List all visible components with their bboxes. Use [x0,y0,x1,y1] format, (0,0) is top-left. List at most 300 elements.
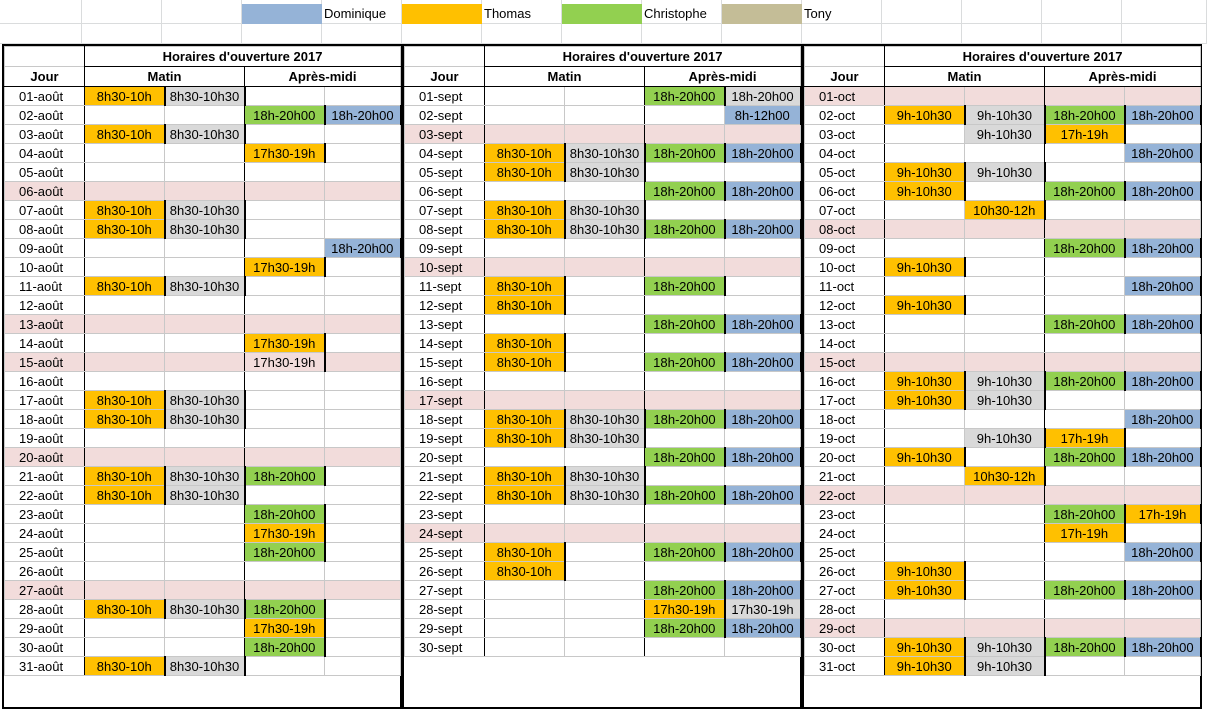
day-cell[interactable]: 30-août [5,638,85,657]
schedule-cell[interactable]: 17h30-19h [645,600,725,619]
schedule-cell[interactable]: 9h-10h30 [885,391,965,410]
day-cell[interactable]: 29-sept [405,619,485,638]
schedule-cell[interactable] [965,353,1045,372]
schedule-cell[interactable] [965,562,1045,581]
schedule-cell[interactable] [885,429,965,448]
schedule-cell[interactable] [645,334,725,353]
schedule-cell[interactable] [325,619,401,638]
schedule-cell[interactable] [965,296,1045,315]
schedule-cell[interactable] [325,353,401,372]
day-cell[interactable]: 05-sept [405,163,485,182]
schedule-cell[interactable] [885,144,965,163]
schedule-cell[interactable]: 9h-10h30 [885,163,965,182]
schedule-cell[interactable]: 18h-20h00 [245,600,325,619]
schedule-cell[interactable] [725,391,801,410]
schedule-cell[interactable] [725,372,801,391]
schedule-cell[interactable] [1045,258,1125,277]
schedule-cell[interactable] [245,125,325,144]
schedule-cell[interactable]: 9h-10h30 [965,429,1045,448]
schedule-cell[interactable]: 18h-20h00 [325,106,401,125]
schedule-cell[interactable] [1125,524,1201,543]
day-cell[interactable]: 25-sept [405,543,485,562]
schedule-cell[interactable] [325,638,401,657]
schedule-cell[interactable] [245,220,325,239]
schedule-cell[interactable]: 8h30-10h [85,467,165,486]
schedule-cell[interactable] [1125,87,1201,106]
schedule-cell[interactable] [1125,163,1201,182]
schedule-cell[interactable] [85,296,165,315]
schedule-cell[interactable]: 8h30-10h [485,353,565,372]
schedule-cell[interactable] [85,239,165,258]
day-cell[interactable]: 16-sept [405,372,485,391]
schedule-cell[interactable]: 17h30-19h [725,600,801,619]
schedule-cell[interactable] [245,315,325,334]
schedule-cell[interactable] [85,543,165,562]
schedule-cell[interactable] [485,600,565,619]
schedule-cell[interactable]: 9h-10h30 [885,657,965,676]
schedule-cell[interactable]: 9h-10h30 [885,106,965,125]
schedule-cell[interactable]: 8h30-10h [485,429,565,448]
schedule-cell[interactable] [645,429,725,448]
day-cell[interactable]: 04-sept [405,144,485,163]
schedule-cell[interactable] [565,600,645,619]
schedule-cell[interactable]: 18h-20h00 [1125,543,1201,562]
schedule-cell[interactable] [885,353,965,372]
schedule-cell[interactable]: 17h-19h [1045,125,1125,144]
day-cell[interactable]: 04-oct [805,144,885,163]
schedule-cell[interactable]: 8h30-10h30 [565,410,645,429]
schedule-cell[interactable] [85,524,165,543]
schedule-cell[interactable] [965,258,1045,277]
schedule-cell[interactable] [325,429,401,448]
schedule-cell[interactable]: 8h30-10h [85,486,165,505]
schedule-cell[interactable] [645,638,725,657]
schedule-cell[interactable] [245,486,325,505]
schedule-cell[interactable] [165,315,245,334]
day-cell[interactable]: 20-août [5,448,85,467]
day-cell[interactable]: 09-oct [805,239,885,258]
schedule-cell[interactable]: 18h-20h00 [1045,315,1125,334]
schedule-cell[interactable]: 18h-20h00 [725,353,801,372]
day-cell[interactable]: 22-oct [805,486,885,505]
day-cell[interactable]: 13-oct [805,315,885,334]
schedule-cell[interactable] [165,239,245,258]
schedule-cell[interactable] [965,543,1045,562]
schedule-cell[interactable] [645,125,725,144]
schedule-cell[interactable] [1045,87,1125,106]
schedule-cell[interactable] [245,372,325,391]
schedule-cell[interactable] [885,600,965,619]
schedule-cell[interactable] [965,505,1045,524]
schedule-cell[interactable]: 18h-20h00 [1125,239,1201,258]
schedule-cell[interactable]: 8h30-10h [85,201,165,220]
day-cell[interactable]: 12-sept [405,296,485,315]
schedule-cell[interactable] [85,372,165,391]
schedule-cell[interactable] [325,125,401,144]
schedule-cell[interactable]: 17h-19h [1045,524,1125,543]
schedule-cell[interactable] [645,296,725,315]
schedule-cell[interactable] [1045,163,1125,182]
schedule-cell[interactable] [85,106,165,125]
schedule-cell[interactable] [325,144,401,163]
schedule-cell[interactable] [885,505,965,524]
schedule-cell[interactable]: 18h-20h00 [725,144,801,163]
schedule-cell[interactable] [965,220,1045,239]
day-cell[interactable]: 22-sept [405,486,485,505]
day-cell[interactable]: 11-août [5,277,85,296]
schedule-cell[interactable] [565,125,645,144]
schedule-cell[interactable]: 18h-20h00 [645,410,725,429]
schedule-cell[interactable] [1125,486,1201,505]
schedule-cell[interactable] [85,144,165,163]
schedule-cell[interactable] [165,163,245,182]
day-cell[interactable]: 19-oct [805,429,885,448]
schedule-cell[interactable] [485,619,565,638]
schedule-cell[interactable] [165,372,245,391]
day-cell[interactable]: 18-août [5,410,85,429]
schedule-cell[interactable]: 9h-10h30 [885,258,965,277]
day-cell[interactable]: 07-sept [405,201,485,220]
schedule-cell[interactable] [885,334,965,353]
schedule-cell[interactable] [85,353,165,372]
schedule-cell[interactable]: 9h-10h30 [885,581,965,600]
day-cell[interactable]: 07-oct [805,201,885,220]
schedule-cell[interactable] [85,163,165,182]
schedule-cell[interactable] [165,448,245,467]
schedule-cell[interactable]: 18h-20h00 [245,106,325,125]
schedule-cell[interactable]: 18h-20h00 [1045,239,1125,258]
schedule-cell[interactable] [325,562,401,581]
schedule-cell[interactable] [645,106,725,125]
schedule-cell[interactable]: 9h-10h30 [885,562,965,581]
schedule-cell[interactable]: 18h-20h00 [1045,581,1125,600]
schedule-cell[interactable]: 8h30-10h30 [165,467,245,486]
schedule-cell[interactable] [725,562,801,581]
day-cell[interactable]: 31-oct [805,657,885,676]
schedule-cell[interactable]: 9h-10h30 [965,106,1045,125]
schedule-cell[interactable] [245,296,325,315]
day-cell[interactable]: 24-sept [405,524,485,543]
schedule-cell[interactable]: 8h30-10h [485,486,565,505]
schedule-cell[interactable] [725,163,801,182]
schedule-cell[interactable] [1045,619,1125,638]
schedule-cell[interactable] [965,182,1045,201]
schedule-cell[interactable] [325,220,401,239]
schedule-cell[interactable] [885,239,965,258]
schedule-cell[interactable] [885,315,965,334]
schedule-cell[interactable]: 18h-20h00 [725,182,801,201]
schedule-cell[interactable]: 9h-10h30 [965,657,1045,676]
day-cell[interactable]: 17-sept [405,391,485,410]
schedule-cell[interactable]: 18h-20h00 [645,87,725,106]
schedule-cell[interactable] [725,429,801,448]
schedule-cell[interactable] [645,467,725,486]
schedule-cell[interactable]: 18h-20h00 [725,619,801,638]
schedule-cell[interactable] [565,562,645,581]
schedule-cell[interactable]: 8h30-10h [485,562,565,581]
schedule-cell[interactable] [885,201,965,220]
schedule-cell[interactable] [485,448,565,467]
day-cell[interactable]: 02-sept [405,106,485,125]
schedule-cell[interactable] [885,410,965,429]
schedule-cell[interactable]: 9h-10h30 [965,391,1045,410]
day-cell[interactable]: 21-oct [805,467,885,486]
schedule-cell[interactable] [485,258,565,277]
schedule-cell[interactable] [645,391,725,410]
schedule-cell[interactable] [1125,353,1201,372]
schedule-cell[interactable] [725,277,801,296]
schedule-cell[interactable]: 9h-10h30 [965,125,1045,144]
schedule-cell[interactable]: 18h-20h00 [245,638,325,657]
schedule-cell[interactable]: 8h30-10h [85,410,165,429]
schedule-cell[interactable] [565,334,645,353]
day-cell[interactable]: 01-oct [805,87,885,106]
schedule-cell[interactable] [965,600,1045,619]
schedule-cell[interactable] [885,619,965,638]
schedule-cell[interactable] [85,638,165,657]
schedule-cell[interactable] [1045,657,1125,676]
day-cell[interactable]: 11-oct [805,277,885,296]
schedule-cell[interactable] [485,239,565,258]
schedule-cell[interactable] [1125,258,1201,277]
schedule-cell[interactable] [645,372,725,391]
schedule-cell[interactable] [165,505,245,524]
schedule-cell[interactable] [565,277,645,296]
day-cell[interactable]: 26-août [5,562,85,581]
schedule-cell[interactable]: 8h30-10h [485,220,565,239]
schedule-cell[interactable]: 18h-20h00 [725,486,801,505]
schedule-cell[interactable] [565,543,645,562]
schedule-cell[interactable]: 9h-10h30 [965,163,1045,182]
schedule-cell[interactable] [565,87,645,106]
schedule-cell[interactable]: 8h30-10h [85,391,165,410]
schedule-cell[interactable] [725,258,801,277]
schedule-cell[interactable] [485,505,565,524]
schedule-cell[interactable] [645,239,725,258]
schedule-cell[interactable] [325,581,401,600]
schedule-cell[interactable]: 8h30-10h30 [165,125,245,144]
schedule-cell[interactable] [165,581,245,600]
schedule-cell[interactable] [85,562,165,581]
day-cell[interactable]: 15-août [5,353,85,372]
schedule-cell[interactable]: 18h-20h00 [1045,372,1125,391]
schedule-cell[interactable]: 8h30-10h30 [165,657,245,676]
schedule-cell[interactable] [1125,220,1201,239]
schedule-cell[interactable] [965,87,1045,106]
schedule-cell[interactable] [965,410,1045,429]
schedule-cell[interactable] [245,429,325,448]
schedule-cell[interactable]: 8h30-10h30 [565,467,645,486]
schedule-cell[interactable] [1045,600,1125,619]
schedule-cell[interactable]: 17h30-19h [245,524,325,543]
day-cell[interactable]: 01-août [5,87,85,106]
schedule-cell[interactable] [565,505,645,524]
schedule-cell[interactable] [485,182,565,201]
day-cell[interactable]: 26-sept [405,562,485,581]
day-cell[interactable]: 23-oct [805,505,885,524]
schedule-cell[interactable]: 18h-20h00 [245,543,325,562]
schedule-cell[interactable] [85,182,165,201]
schedule-cell[interactable] [325,657,401,676]
day-cell[interactable]: 10-sept [405,258,485,277]
schedule-cell[interactable] [165,524,245,543]
schedule-cell[interactable]: 8h30-10h30 [165,486,245,505]
schedule-cell[interactable] [725,296,801,315]
schedule-cell[interactable]: 8h30-10h [85,87,165,106]
schedule-cell[interactable]: 18h-20h00 [725,581,801,600]
schedule-cell[interactable] [325,543,401,562]
schedule-cell[interactable] [725,505,801,524]
schedule-cell[interactable]: 18h-20h00 [1125,448,1201,467]
schedule-cell[interactable] [1045,410,1125,429]
schedule-cell[interactable]: 17h30-19h [245,144,325,163]
schedule-cell[interactable]: 10h30-12h [965,201,1045,220]
schedule-cell[interactable] [325,182,401,201]
schedule-cell[interactable] [325,334,401,353]
schedule-cell[interactable] [165,296,245,315]
schedule-cell[interactable] [325,87,401,106]
schedule-cell[interactable]: 8h30-10h30 [565,486,645,505]
schedule-cell[interactable]: 8h30-10h [85,277,165,296]
schedule-cell[interactable]: 8h30-10h30 [565,201,645,220]
day-cell[interactable]: 21-août [5,467,85,486]
day-cell[interactable]: 27-sept [405,581,485,600]
schedule-cell[interactable] [965,277,1045,296]
schedule-cell[interactable] [325,467,401,486]
schedule-cell[interactable] [485,391,565,410]
schedule-cell[interactable]: 9h-10h30 [965,372,1045,391]
schedule-cell[interactable] [165,106,245,125]
day-cell[interactable]: 24-oct [805,524,885,543]
schedule-cell[interactable] [1125,334,1201,353]
schedule-cell[interactable] [1045,201,1125,220]
schedule-cell[interactable]: 18h-20h00 [725,448,801,467]
schedule-cell[interactable] [1045,467,1125,486]
schedule-cell[interactable]: 18h-20h00 [1045,638,1125,657]
schedule-cell[interactable] [645,562,725,581]
schedule-cell[interactable]: 18h-20h00 [645,315,725,334]
schedule-cell[interactable] [1125,657,1201,676]
schedule-cell[interactable] [165,182,245,201]
schedule-cell[interactable]: 18h-20h00 [725,410,801,429]
schedule-cell[interactable] [325,258,401,277]
schedule-cell[interactable] [565,619,645,638]
schedule-cell[interactable] [565,182,645,201]
schedule-cell[interactable] [565,296,645,315]
schedule-cell[interactable] [245,182,325,201]
schedule-cell[interactable]: 18h-20h00 [1125,581,1201,600]
day-cell[interactable]: 16-oct [805,372,885,391]
schedule-cell[interactable] [1045,296,1125,315]
day-cell[interactable]: 18-sept [405,410,485,429]
schedule-cell[interactable] [1045,220,1125,239]
schedule-cell[interactable] [885,467,965,486]
day-cell[interactable]: 06-août [5,182,85,201]
schedule-cell[interactable] [885,543,965,562]
schedule-cell[interactable]: 18h-20h00 [645,486,725,505]
schedule-cell[interactable] [325,391,401,410]
schedule-cell[interactable] [325,448,401,467]
schedule-cell[interactable] [485,524,565,543]
day-cell[interactable]: 23-août [5,505,85,524]
schedule-cell[interactable]: 18h-20h00 [325,239,401,258]
schedule-cell[interactable] [165,334,245,353]
schedule-cell[interactable] [85,505,165,524]
schedule-cell[interactable]: 18h-20h00 [645,448,725,467]
schedule-cell[interactable]: 9h-10h30 [885,638,965,657]
schedule-cell[interactable] [565,106,645,125]
schedule-cell[interactable] [1045,543,1125,562]
schedule-cell[interactable]: 8h30-10h [485,277,565,296]
schedule-cell[interactable] [965,315,1045,334]
day-cell[interactable]: 14-sept [405,334,485,353]
schedule-cell[interactable] [245,391,325,410]
day-cell[interactable]: 12-août [5,296,85,315]
schedule-cell[interactable]: 18h-20h00 [1125,144,1201,163]
schedule-cell[interactable]: 18h-20h00 [1125,315,1201,334]
day-cell[interactable]: 20-sept [405,448,485,467]
schedule-cell[interactable] [565,372,645,391]
day-cell[interactable]: 28-août [5,600,85,619]
schedule-cell[interactable]: 18h-20h00 [645,581,725,600]
schedule-cell[interactable]: 17h30-19h [245,334,325,353]
schedule-cell[interactable]: 17h30-19h [245,619,325,638]
schedule-cell[interactable]: 8h30-10h [485,201,565,220]
schedule-cell[interactable] [325,486,401,505]
schedule-cell[interactable] [325,505,401,524]
schedule-cell[interactable]: 18h-20h00 [245,505,325,524]
schedule-cell[interactable]: 18h-20h00 [645,182,725,201]
schedule-cell[interactable]: 17h30-19h [245,353,325,372]
schedule-cell[interactable]: 18h-20h00 [245,467,325,486]
schedule-cell[interactable] [1045,562,1125,581]
day-cell[interactable]: 29-août [5,619,85,638]
schedule-cell[interactable] [1125,600,1201,619]
day-cell[interactable]: 17-oct [805,391,885,410]
schedule-cell[interactable] [565,391,645,410]
schedule-cell[interactable] [565,315,645,334]
schedule-cell[interactable] [725,638,801,657]
schedule-cell[interactable]: 8h30-10h30 [165,201,245,220]
schedule-cell[interactable] [645,201,725,220]
day-cell[interactable]: 30-oct [805,638,885,657]
schedule-cell[interactable] [325,372,401,391]
day-cell[interactable]: 10-août [5,258,85,277]
schedule-cell[interactable] [645,163,725,182]
day-cell[interactable]: 03-sept [405,125,485,144]
schedule-cell[interactable]: 18h-20h00 [725,87,801,106]
schedule-cell[interactable] [85,581,165,600]
day-cell[interactable]: 15-sept [405,353,485,372]
schedule-cell[interactable] [1125,125,1201,144]
schedule-cell[interactable] [245,581,325,600]
day-cell[interactable]: 11-sept [405,277,485,296]
schedule-cell[interactable] [1125,467,1201,486]
day-cell[interactable]: 02-août [5,106,85,125]
schedule-cell[interactable] [325,201,401,220]
schedule-cell[interactable]: 8h30-10h30 [565,144,645,163]
schedule-cell[interactable] [165,429,245,448]
day-cell[interactable]: 06-sept [405,182,485,201]
schedule-cell[interactable] [565,258,645,277]
schedule-cell[interactable]: 8h30-10h30 [165,87,245,106]
schedule-cell[interactable] [165,619,245,638]
day-cell[interactable]: 03-oct [805,125,885,144]
schedule-cell[interactable]: 9h-10h30 [885,448,965,467]
schedule-cell[interactable] [85,315,165,334]
schedule-cell[interactable] [85,334,165,353]
day-cell[interactable]: 28-oct [805,600,885,619]
